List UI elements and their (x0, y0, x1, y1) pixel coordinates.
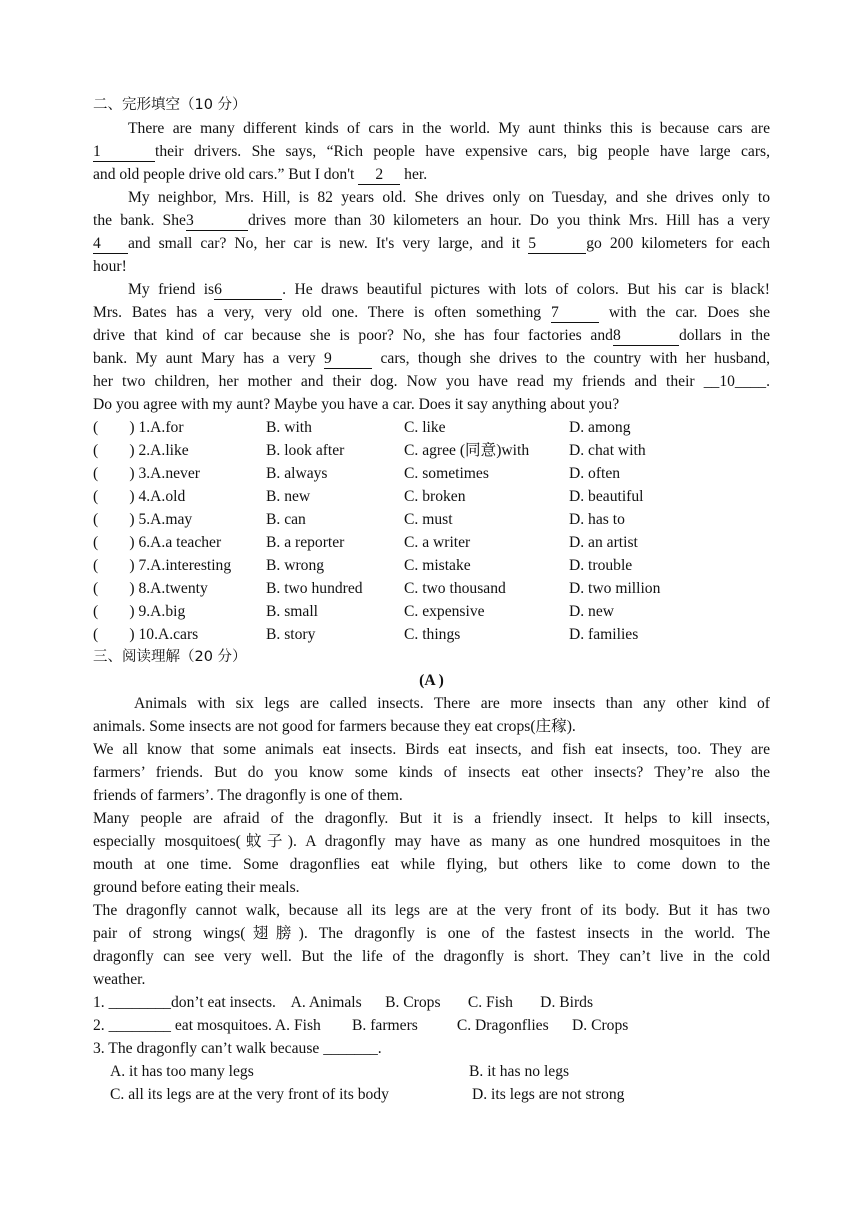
choice-d: D. often (569, 465, 621, 482)
passage-line: pair of strong wings(翅膀). The dragonfly is one of the fastest insects in the world. The (93, 925, 770, 942)
section-title: 二、完形填空 (93, 97, 180, 113)
passage-line: dragonfly can see very well. But the life of the dragonfly is short. They can’t live in the cold (93, 948, 770, 965)
choice-c: C. broken (404, 488, 466, 505)
blank-9: 9 (324, 350, 372, 369)
choice-d: D. two million (569, 580, 661, 597)
question-choice-a: ( ) 10.A.cars (93, 626, 199, 643)
blank-1: 1 (93, 143, 155, 162)
choice-c: C. must (404, 511, 453, 528)
passage-line: farmers’ friends. But do you know some kinds of insects eat other insects? They’re also the (93, 764, 770, 781)
option-row (93, 577, 770, 600)
choice-d: D. families (569, 626, 639, 643)
choice-b: B. with (266, 419, 312, 436)
choice-d: D. an artist (569, 534, 638, 551)
blank-8: 8 (613, 327, 679, 346)
choice-c: C. agree (同意)with (404, 442, 530, 459)
blank-10: 10 (719, 373, 735, 390)
passage-line: Mrs. Bates has a very, very old one. There is often something 7 with the car. Does she (93, 304, 770, 321)
choice-c: C. a writer (404, 534, 471, 551)
choice-d: D. chat with (569, 442, 646, 459)
choice-b: B. always (266, 465, 328, 482)
choice-c: C. two thousand (404, 580, 506, 597)
passage-line: Animals with six legs are called insects. There are more insects than any other kind of (134, 695, 770, 712)
reading-question-2: 2. ________ eat mosquitoes. A. Fish B. farmers C. Dragonflies D. Crops (93, 1017, 629, 1034)
section-score: （10 分） (180, 97, 247, 113)
question-choice-a: ( ) 8.A.twenty (93, 580, 208, 597)
passage-line: animals. Some insects are not good for farmers because they eat crops(庄稼). (93, 718, 576, 735)
reading-question-1: 1. ________don’t eat insects. A. Animals B. Crops C. Fish D. Birds (93, 994, 594, 1011)
choice-b: B. new (266, 488, 311, 505)
passage-line: drive that kind of car because she is poor? No, she has four factories and8 dollars in the (93, 327, 770, 344)
blank-3: 3 (186, 212, 248, 231)
passage-line: My neighbor, Mrs. Hill, is 82 years old. She drives only on Tuesday, and she drives only to (128, 189, 770, 206)
reading-question-3: 3. The dragonfly can’t walk because _______. (93, 1040, 382, 1057)
choice-c: C. mistake (404, 557, 471, 574)
question-choice-a: ( ) 7.A.interesting (93, 557, 232, 574)
option-c: C. all its legs are at the very front of its body (110, 1086, 389, 1103)
passage-line: hour! (93, 258, 127, 275)
option-row (93, 439, 770, 462)
passage-line: We all know that some animals eat insects. Birds eat insects, and fish eat insects, too. They are (93, 741, 770, 758)
passage-line: the bank. She3 drives more than 30 kilometers an hour. Do you think Mrs. Hill has a very (93, 212, 770, 229)
passage-line: 1 their drivers. She says, “Rich people have expensive cars, big people have large cars, (93, 143, 770, 160)
passage-line: her two children, her mother and their dog. Now you have read my friends and their __10____. (93, 373, 770, 390)
question-choice-a: ( ) 3.A.never (93, 465, 200, 482)
blank-4: 4 (93, 235, 128, 254)
passage-label: (A ) (419, 672, 444, 689)
passage-line: mouth at one time. Some dragonflies eat while flying, but others like to come down to the (93, 856, 770, 873)
reading-question-3-options-row (93, 1083, 770, 1106)
option-row (93, 508, 770, 531)
section-cloze-heading (93, 94, 770, 117)
question-choice-a: ( ) 5.A.may (93, 511, 193, 528)
choice-c: C. like (404, 419, 446, 436)
choice-d: D. trouble (569, 557, 633, 574)
passage-line: The dragonfly cannot walk, because all its legs are at the very front of its body. But it has two (93, 902, 770, 919)
cloze-options (93, 416, 770, 646)
blank-6: 6 (214, 281, 282, 300)
option-d: D. its legs are not strong (472, 1086, 625, 1103)
option-row (93, 462, 770, 485)
choice-b: B. wrong (266, 557, 325, 574)
choice-b: B. story (266, 626, 316, 643)
option-row (93, 554, 770, 577)
blank-5: 5 (528, 235, 586, 254)
passage-line: ground before eating their meals. (93, 879, 300, 896)
option-a: A. it has too many legs (110, 1063, 254, 1080)
section-title: 三、阅读理解 (93, 649, 180, 665)
question-choice-a: ( ) 9.A.big (93, 603, 186, 620)
option-row (93, 531, 770, 554)
passage-line: 4 and small car? No, her car is new. It's very large, and it 5 go 200 kilometers for each (93, 235, 770, 252)
passage-line: weather. (93, 971, 146, 988)
section-reading-heading (93, 646, 770, 669)
option-b: B. it has no legs (469, 1063, 570, 1080)
choice-b: B. can (266, 511, 306, 528)
passage-line: My friend is6 . He draws beautiful pictures with lots of colors. But his car is black! (128, 281, 770, 298)
choice-c: C. sometimes (404, 465, 489, 482)
choice-b: B. look after (266, 442, 345, 459)
section-score: （20 分） (180, 649, 247, 665)
choice-b: B. a reporter (266, 534, 345, 551)
question-choice-a: ( ) 1.A.for (93, 419, 184, 436)
question-choice-a: ( ) 2.A.like (93, 442, 189, 459)
option-row (93, 600, 770, 623)
passage-line: friends of farmers’. The dragonfly is one of them. (93, 787, 403, 804)
blank-2: 2 (358, 166, 400, 185)
passage-line: Many people are afraid of the dragonfly. But it is a friendly insect. It helps to kill insects, (93, 810, 770, 827)
passage-line: There are many different kinds of cars in the world. My aunt thinks this is because cars are (128, 120, 770, 137)
exam-page (93, 94, 770, 1106)
choice-b: B. small (266, 603, 318, 620)
choice-d: D. beautiful (569, 488, 644, 505)
passage-line: especially mosquitoes(蚊子). A dragonfly may have as many as one hundred mosquitoes in the (93, 833, 770, 850)
passage-line: Do you agree with my aunt? Maybe you have a car. Does it say anything about you? (93, 396, 620, 413)
option-row (93, 623, 770, 646)
question-choice-a: ( ) 4.A.old (93, 488, 186, 505)
passage-line: and old people drive old cars.” But I don't 2 her. (93, 166, 428, 183)
passage-line: bank. My aunt Mary has a very 9 cars, though she drives to the country with her husband, (93, 350, 770, 367)
choice-b: B. two hundred (266, 580, 363, 597)
choice-c: C. things (404, 626, 461, 643)
option-row (93, 485, 770, 508)
reading-question-3-options-row (93, 1060, 770, 1083)
option-row (93, 416, 770, 439)
question-choice-a: ( ) 6.A.a teacher (93, 534, 222, 551)
choice-c: C. expensive (404, 603, 485, 620)
choice-d: D. new (569, 603, 615, 620)
choice-d: D. among (569, 419, 631, 436)
blank-7: 7 (551, 304, 599, 323)
choice-d: D. has to (569, 511, 625, 528)
